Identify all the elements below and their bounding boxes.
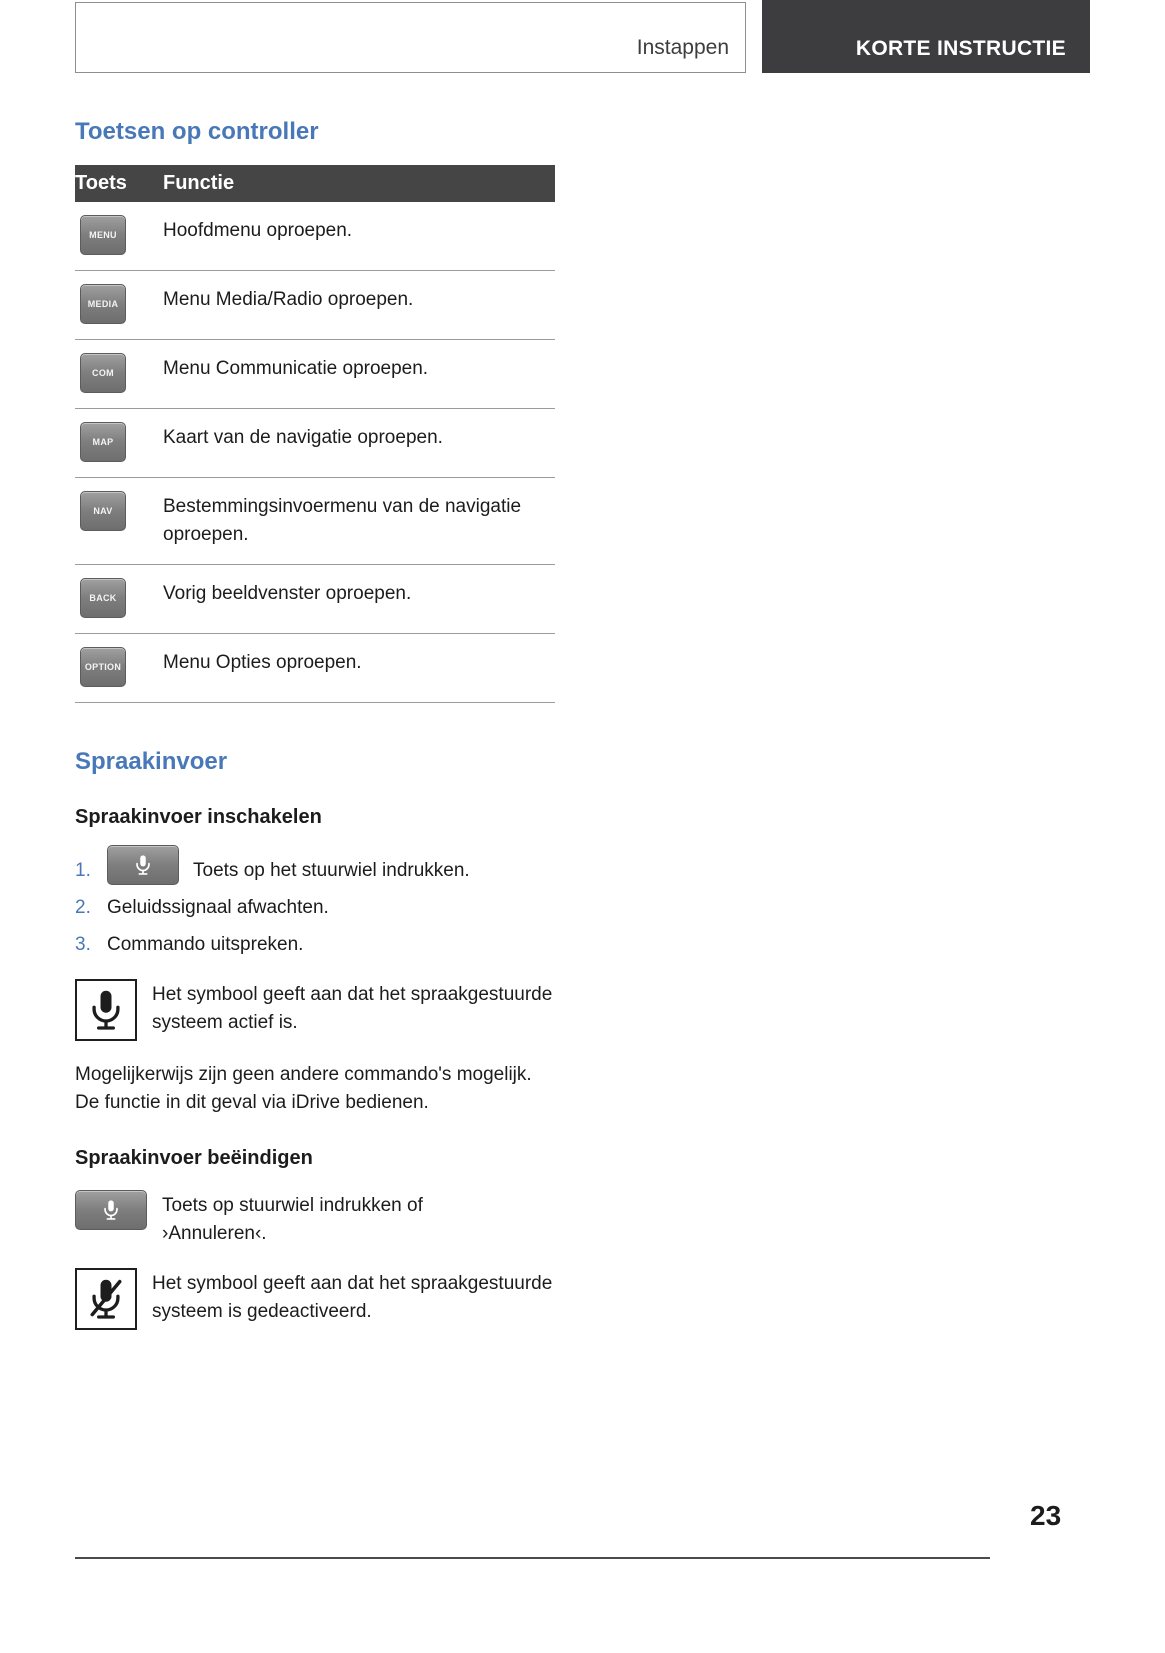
header-banner bbox=[762, 0, 1090, 73]
table-row bbox=[75, 478, 555, 565]
controller-button-table bbox=[75, 165, 555, 703]
note-text: Het symbool geeft aan dat het spraakgestuurde systeem actief is. bbox=[152, 983, 553, 1033]
voice-enable-steps bbox=[75, 845, 555, 959]
table-row bbox=[75, 634, 555, 703]
list-item bbox=[75, 845, 555, 885]
column-header-functie: Functie bbox=[163, 165, 555, 202]
com-button-icon: COM bbox=[80, 353, 126, 393]
function-text: Vorig beeldvenster oproepen. bbox=[163, 565, 555, 634]
table-row bbox=[75, 340, 555, 409]
page-number: 23 bbox=[1030, 1500, 1062, 1531]
table-row bbox=[75, 409, 555, 478]
column-header-toets: Toets bbox=[75, 165, 163, 202]
list-item bbox=[75, 931, 555, 959]
function-text: Menu Communicatie oproepen. bbox=[163, 340, 555, 409]
microphone-muted-icon bbox=[75, 1268, 137, 1330]
section-title-voice: Spraakinvoer bbox=[75, 748, 228, 776]
function-text: Hoofdmenu oproepen. bbox=[163, 202, 555, 271]
table-row bbox=[75, 202, 555, 271]
table-header-row bbox=[75, 165, 555, 202]
note-text: Het symbool geeft aan dat het spraakgestuurde systeem is gedeactiveerd. bbox=[152, 1272, 553, 1322]
step-number: 3. bbox=[75, 933, 91, 955]
voice-active-note bbox=[75, 979, 555, 1041]
function-text: Kaart van de navigatie oproepen. bbox=[163, 409, 555, 478]
table-row bbox=[75, 271, 555, 340]
function-text: Menu Media/Radio oproepen. bbox=[163, 271, 555, 340]
map-button-icon: MAP bbox=[80, 422, 126, 462]
table-row bbox=[75, 565, 555, 634]
step-number: 1. bbox=[75, 859, 91, 881]
nav-button-icon: NAV bbox=[80, 491, 126, 531]
chapter-title: Instappen bbox=[636, 36, 729, 59]
microphone-active-icon bbox=[75, 979, 137, 1041]
option-button-icon: OPTION bbox=[80, 647, 126, 687]
media-button-icon: MEDIA bbox=[80, 284, 126, 324]
list-item bbox=[75, 894, 555, 922]
step-text: Geluidssignaal afwachten. bbox=[107, 896, 329, 918]
function-text: Bestemmingsinvoermenu van de navigatie oproepen. bbox=[163, 478, 555, 565]
voice-limitation-note: Mogelijkerwijs zijn geen andere commando's mogelijk. De functie in dit geval via iDrive bedienen. bbox=[75, 1063, 532, 1113]
step-number: 2. bbox=[75, 896, 91, 918]
banner-title: KORTE INSTRUCTIE bbox=[855, 37, 1066, 60]
function-text: Menu Opties oproepen. bbox=[163, 634, 555, 703]
footer-divider bbox=[75, 1557, 990, 1559]
section-title-controller: Toetsen op controller bbox=[75, 118, 319, 145]
voice-inactive-note bbox=[75, 1268, 555, 1330]
step-text: Commando uitspreken. bbox=[107, 933, 304, 955]
microphone-button-icon bbox=[107, 845, 179, 885]
back-button-icon: BACK bbox=[80, 578, 126, 618]
voice-disable-instruction bbox=[75, 1190, 555, 1248]
step-text: Toets op het stuurwiel indrukken. bbox=[193, 859, 470, 881]
instruction-text: Toets op stuurwiel indrukken of ›Annuleren‹. bbox=[162, 1194, 423, 1244]
microphone-button-icon bbox=[75, 1190, 147, 1230]
subsection-title-voice-disable: Spraakinvoer beëindigen bbox=[75, 1146, 313, 1169]
header-chapter-box bbox=[75, 2, 746, 73]
menu-button-icon: MENU bbox=[80, 215, 126, 255]
subsection-title-voice-enable: Spraakinvoer inschakelen bbox=[75, 805, 322, 828]
main-column bbox=[75, 73, 555, 1330]
